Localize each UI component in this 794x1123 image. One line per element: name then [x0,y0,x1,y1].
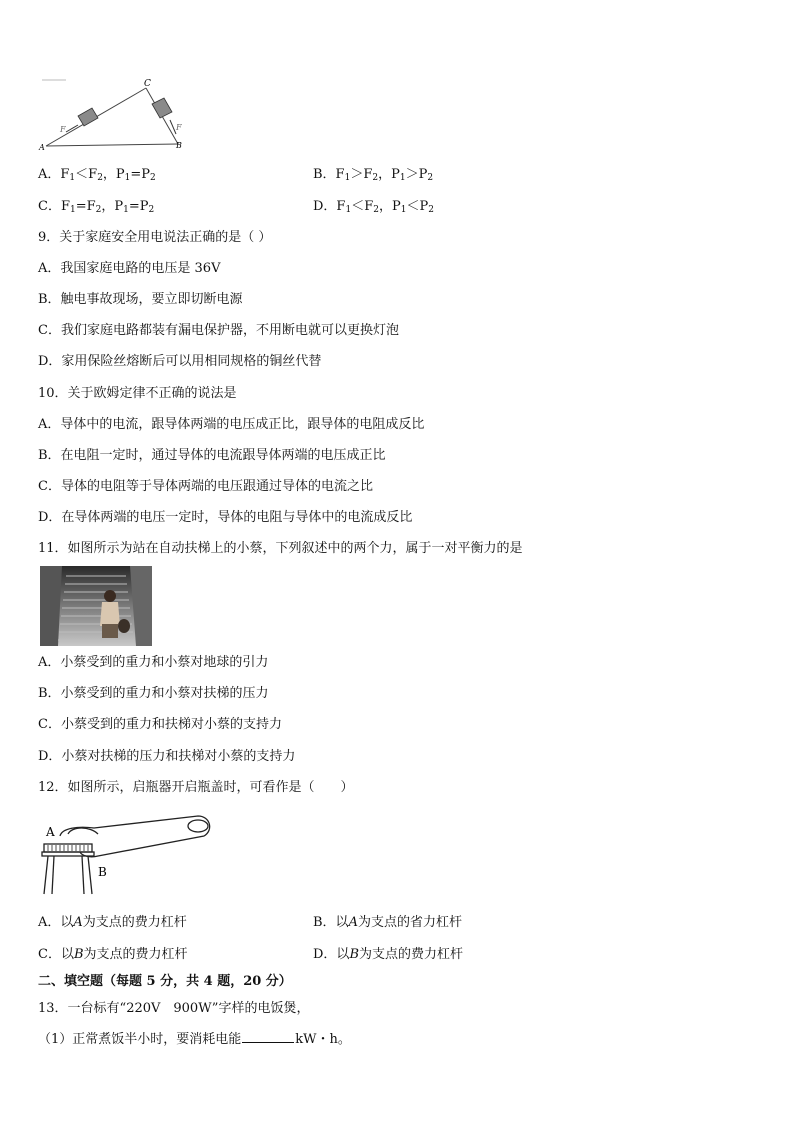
q10-option-b[interactable]: B．在电阻一定时，通过导体的电流跟导体两端的电压成正比 [38,448,386,463]
incline-ab [46,144,178,146]
q12-option-a-pre: A．以 [38,915,74,930]
q10-option-c[interactable]: C．导体的电阻等于导体两端的电压跟通过导体的电流之比 [38,479,373,494]
q13-part1 [38,1030,351,1049]
q12-option-c-var: B [73,947,84,962]
q12-option-b-pre: B．以 [313,915,349,930]
q12-option-a[interactable] [38,914,187,932]
block-right [152,98,172,118]
q12-option-a-var: A [73,915,83,930]
q12-option-c[interactable] [38,946,188,964]
q12-option-c-post: 为支点的费力杠杆 [83,947,188,962]
incline-figure [36,76,196,152]
q12-option-d[interactable] [313,946,463,964]
label-a: A [39,143,45,152]
q12-option-d-post: 为支点的费力杠杆 [359,947,464,962]
q12-option-b-post: 为支点的省力杠杆 [357,915,462,930]
q12-option-a-post: 为支点的费力杠杆 [82,915,187,930]
bottle-opener-figure [38,812,218,898]
opener-label-a: A [46,825,55,839]
q9-option-a[interactable]: A．我国家庭电路的电压是 36V [38,261,221,276]
q13-answer-blank[interactable] [242,1030,294,1043]
q12-option-b[interactable] [313,914,462,932]
q11-option-c[interactable]: C．小蔡受到的重力和扶梯对小蔡的支持力 [38,717,282,732]
q13-stem: 13．一台标有“220V 900W”字样的电饭煲， [38,1001,310,1016]
q9-stem: 9．关于家庭安全用电说法正确的是（ ） [38,230,272,245]
label-b: B [176,141,182,150]
label-c: C [144,79,151,89]
q10-option-d[interactable]: D．在导体两端的电压一定时，导体的电阻与导体中的电流成反比 [38,510,413,525]
section-title-fill-in: 二、填空题（每题 5 分，共 4 题，20 分） [38,974,292,989]
q11-stem: 11．如图所示为站在自动扶梯上的小蔡，下列叙述中的两个力，属于一对平衡力的是 [38,541,523,556]
q11-option-d[interactable]: D．小蔡对扶梯的压力和扶梯对小蔡的支持力 [38,749,296,764]
opener-label-b: B [98,865,107,879]
q11-option-b[interactable]: B．小蔡受到的重力和小蔡对扶梯的压力 [38,686,269,701]
q10-stem: 10．关于欧姆定律不正确的说法是 [38,386,237,401]
q12-option-b-var: A [348,915,358,930]
q13-part1-pre: （1）正常煮饭半小时，要消耗电能 [38,1032,242,1047]
q9-option-b[interactable]: B．触电事故现场，要立即切断电源 [38,292,243,307]
q9-option-d[interactable]: D．家用保险丝熔断后可以用相同规格的铜丝代替 [38,354,322,369]
q8-option-d[interactable]: D．$F_1<F_2$，$P_1<P_2$ [313,199,434,215]
q12-option-c-pre: C．以 [38,947,74,962]
q11-option-a[interactable]: A．小蔡受到的重力和小蔡对地球的引力 [38,655,269,670]
q13-part1-post: kW・h。 [295,1032,351,1047]
q10-option-a[interactable]: A．导体中的电流，跟导体两端的电压成正比，跟导体的电阻成反比 [38,417,425,432]
block-left [78,108,98,126]
q8-option-b[interactable]: B．$F_1>F_2$，$P_1>P_2$ [313,167,434,183]
label-f1: F [60,125,66,134]
q8-option-a[interactable]: A．$F_1<F_2$，$P_1=P_2$ [38,167,156,183]
q8-option-c[interactable]: C．$F_1=F_2$，$P_1=P_2$ [38,199,155,215]
q12-option-d-pre: D．以 [313,947,350,962]
label-f2: F [176,123,182,132]
escalator-photo [40,566,152,646]
q12-option-d-var: B [349,947,359,962]
q9-option-c[interactable]: C．我们家庭电路都装有漏电保护器，不用断电就可以更换灯泡 [38,323,399,338]
q12-stem: 12．如图所示，启瓶器开启瓶盖时，可看作是（ ） [38,780,354,795]
